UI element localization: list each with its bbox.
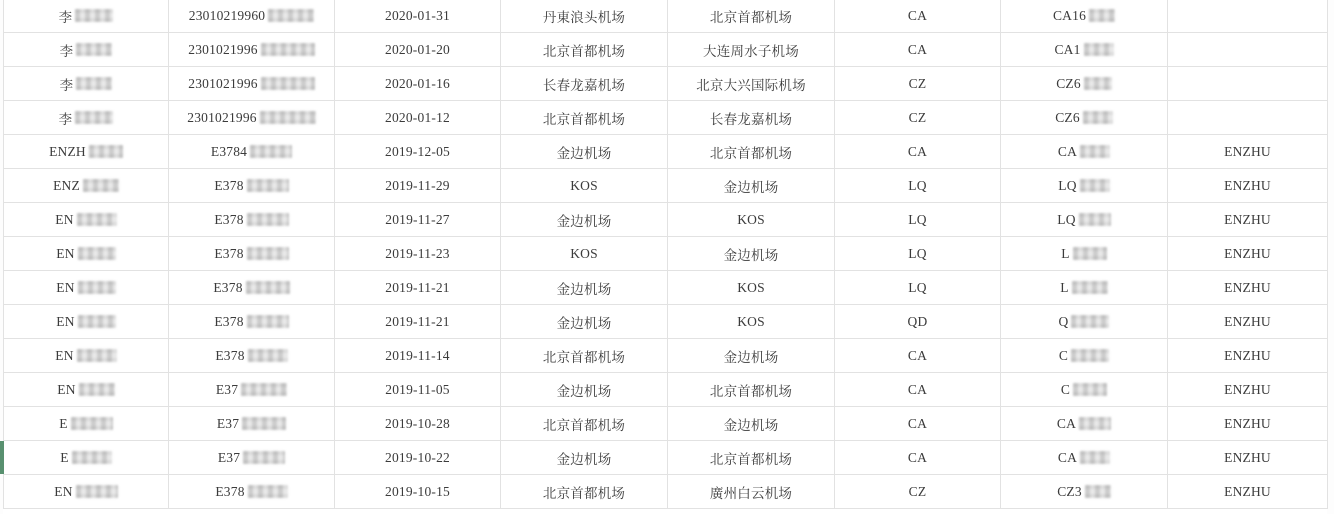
- redacted-blur-patch: [78, 281, 116, 294]
- cell-text: 金边机场: [556, 281, 612, 297]
- cell-id-no[interactable]: [169, 0, 335, 32]
- redacted-blur-patch: [248, 485, 288, 498]
- cell-date[interactable]: [335, 373, 501, 406]
- cell-text: 大连周水子机场: [703, 43, 799, 59]
- cell-text: E37: [216, 415, 240, 431]
- row-indicator-bar: [0, 441, 4, 474]
- table-row: [4, 0, 1328, 33]
- cell-text: 北京首都机场: [542, 417, 626, 433]
- redacted-blur-patch: [1073, 247, 1107, 260]
- cell-text: E37: [215, 381, 239, 397]
- cell-carrier[interactable]: [835, 135, 1001, 168]
- redacted-blur-patch: [75, 111, 113, 124]
- cell-date[interactable]: [335, 169, 501, 202]
- redacted-blur-patch: [250, 145, 292, 158]
- cell-arrival[interactable]: [668, 203, 835, 236]
- redacted-blur-patch: [78, 247, 116, 260]
- cell-arrival[interactable]: [668, 271, 835, 304]
- cell-text: 李: [59, 77, 74, 93]
- redacted-blur-patch: [247, 179, 289, 192]
- cell-text: ENZHU: [1224, 279, 1271, 295]
- cell-flight-no[interactable]: [1001, 0, 1168, 32]
- cell-date[interactable]: [335, 135, 501, 168]
- redacted-blur-patch: [1083, 111, 1113, 124]
- cell-text: 2019-11-27: [385, 211, 450, 227]
- table-row: [4, 33, 1328, 67]
- cell-date[interactable]: [335, 101, 501, 134]
- cell-date[interactable]: [335, 475, 501, 508]
- cell-text: CZ6: [1056, 75, 1081, 91]
- cell-text: E3784: [210, 143, 248, 159]
- cell-text: 北京首都机场: [542, 349, 626, 365]
- cell-text: 2019-12-05: [385, 143, 450, 159]
- cell-text: 李: [59, 43, 74, 59]
- cell-text: CA16: [1052, 7, 1087, 23]
- cell-text: CA1: [1054, 41, 1081, 57]
- cell-text: EN: [54, 483, 73, 499]
- cell-carrier[interactable]: [835, 271, 1001, 304]
- cell-flight-no[interactable]: [1001, 475, 1168, 508]
- cell-date[interactable]: [335, 237, 501, 270]
- cell-departure[interactable]: [501, 67, 668, 100]
- cell-arrival[interactable]: [668, 67, 835, 100]
- cell-id-no[interactable]: [169, 475, 335, 508]
- redacted-blur-patch: [247, 213, 289, 226]
- cell-name[interactable]: [4, 339, 169, 372]
- table-row: [4, 203, 1328, 237]
- cell-text: 金边机场: [723, 417, 779, 433]
- cell-text: CZ: [908, 75, 927, 91]
- redacted-blur-patch: [1080, 179, 1110, 192]
- cell-text: KOS: [737, 211, 765, 227]
- table-row: [4, 169, 1328, 203]
- cell-tag[interactable]: [1168, 237, 1328, 270]
- cell-text: 金边机场: [556, 383, 612, 399]
- cell-text: 李: [58, 111, 73, 127]
- cell-text: ENZHU: [1224, 177, 1271, 193]
- cell-text: 2019-11-21: [385, 279, 450, 295]
- cell-arrival[interactable]: [668, 305, 835, 338]
- cell-name[interactable]: [4, 33, 169, 66]
- table-row: [4, 475, 1328, 509]
- cell-text: ENZH: [49, 143, 86, 159]
- redacted-blur-patch: [261, 77, 315, 90]
- cell-text: E: [59, 415, 68, 431]
- cell-text: EN: [55, 347, 74, 363]
- cell-departure[interactable]: [501, 339, 668, 372]
- cell-flight-no[interactable]: [1001, 33, 1168, 66]
- cell-date[interactable]: [335, 305, 501, 338]
- cell-text: 金边机场: [723, 179, 779, 195]
- cell-flight-no[interactable]: [1001, 101, 1168, 134]
- cell-arrival[interactable]: [668, 441, 835, 474]
- cell-carrier[interactable]: [835, 203, 1001, 236]
- cell-flight-no[interactable]: [1001, 271, 1168, 304]
- cell-id-no[interactable]: [169, 271, 335, 304]
- cell-text: ENZHU: [1224, 211, 1271, 227]
- cell-text: KOS: [737, 279, 765, 295]
- cell-tag[interactable]: [1168, 33, 1328, 66]
- cell-text: KOS: [570, 245, 598, 261]
- cell-carrier[interactable]: [835, 101, 1001, 134]
- cell-id-no[interactable]: [169, 169, 335, 202]
- cell-tag[interactable]: [1168, 305, 1328, 338]
- cell-arrival[interactable]: [668, 135, 835, 168]
- cell-text: 2019-11-29: [385, 177, 450, 193]
- table-row: [4, 101, 1328, 135]
- cell-carrier[interactable]: [835, 33, 1001, 66]
- cell-name[interactable]: [4, 475, 169, 508]
- cell-date[interactable]: [335, 0, 501, 32]
- redacted-blur-patch: [1071, 315, 1109, 328]
- cell-text: LQ: [908, 279, 927, 295]
- cell-text: 北京首都机场: [709, 145, 793, 161]
- cell-text: CA: [907, 415, 928, 431]
- cell-departure[interactable]: [501, 101, 668, 134]
- cell-tag[interactable]: [1168, 373, 1328, 406]
- cell-text: L: [1060, 279, 1069, 295]
- redacted-blur-patch: [79, 383, 115, 396]
- cell-flight-no[interactable]: [1001, 135, 1168, 168]
- cell-arrival[interactable]: [668, 407, 835, 440]
- redacted-blur-patch: [248, 349, 288, 362]
- cell-text: ENZHU: [1224, 483, 1271, 499]
- redacted-blur-patch: [75, 9, 113, 22]
- cell-tag[interactable]: [1168, 475, 1328, 508]
- cell-flight-no[interactable]: [1001, 203, 1168, 236]
- cell-tag[interactable]: [1168, 441, 1328, 474]
- redacted-blur-patch: [76, 485, 118, 498]
- cell-id-no[interactable]: [169, 203, 335, 236]
- cell-id-no[interactable]: [169, 373, 335, 406]
- cell-text: 金边机场: [556, 213, 612, 229]
- cell-text: KOS: [737, 313, 765, 329]
- cell-id-no[interactable]: [169, 305, 335, 338]
- cell-arrival[interactable]: [668, 33, 835, 66]
- cell-text: 北京大兴国际机场: [696, 77, 806, 93]
- cell-text: CA: [1056, 415, 1077, 431]
- cell-text: CA: [907, 449, 928, 465]
- redacted-blur-patch: [260, 111, 316, 124]
- cell-text: ENZHU: [1224, 415, 1271, 431]
- cell-flight-no[interactable]: [1001, 441, 1168, 474]
- cell-carrier[interactable]: [835, 169, 1001, 202]
- cell-id-no[interactable]: [169, 33, 335, 66]
- redacted-blur-patch: [247, 247, 289, 260]
- cell-text: KOS: [570, 177, 598, 193]
- table-row: [4, 135, 1328, 169]
- cell-departure[interactable]: [501, 33, 668, 66]
- cell-text: 2019-10-28: [385, 415, 450, 431]
- cell-id-no[interactable]: [169, 135, 335, 168]
- cell-text: CZ: [908, 109, 927, 125]
- cell-departure[interactable]: [501, 407, 668, 440]
- redacted-blur-patch: [1073, 383, 1107, 396]
- table-row: [4, 373, 1328, 407]
- cell-text: ENZ: [53, 177, 80, 193]
- cell-flight-no[interactable]: [1001, 67, 1168, 100]
- cell-flight-no[interactable]: [1001, 305, 1168, 338]
- cell-arrival[interactable]: [668, 101, 835, 134]
- cell-departure[interactable]: [501, 475, 668, 508]
- redacted-blur-patch: [1079, 213, 1111, 226]
- redacted-blur-patch: [78, 315, 116, 328]
- cell-tag[interactable]: [1168, 203, 1328, 236]
- table-row: [4, 237, 1328, 271]
- cell-text: E378: [214, 245, 244, 261]
- cell-name[interactable]: [4, 169, 169, 202]
- cell-text: 北京首都机场: [542, 43, 626, 59]
- cell-arrival[interactable]: [668, 169, 835, 202]
- cell-text: 金边机场: [723, 247, 779, 263]
- cell-text: EN: [56, 245, 75, 261]
- cell-name[interactable]: [4, 101, 169, 134]
- redacted-blur-patch: [89, 145, 123, 158]
- cell-text: ENZHU: [1224, 381, 1271, 397]
- cell-text: 2019-10-15: [385, 483, 450, 499]
- cell-departure[interactable]: [501, 135, 668, 168]
- cell-text: LQ: [908, 177, 927, 193]
- cell-text: E37: [217, 449, 241, 465]
- redacted-blur-patch: [77, 213, 117, 226]
- cell-id-no[interactable]: [169, 237, 335, 270]
- cell-text: CA: [907, 347, 928, 363]
- cell-name[interactable]: [4, 203, 169, 236]
- cell-id-no[interactable]: [169, 339, 335, 372]
- cell-carrier[interactable]: [835, 441, 1001, 474]
- redacted-blur-patch: [246, 281, 290, 294]
- cell-tag[interactable]: [1168, 271, 1328, 304]
- redacted-blur-patch: [1071, 349, 1109, 362]
- cell-text: 金边机场: [556, 145, 612, 161]
- cell-text: C: [1058, 347, 1069, 363]
- table-row: [4, 271, 1328, 305]
- cell-text: 2020-01-12: [385, 109, 450, 125]
- cell-id-no[interactable]: [169, 407, 335, 440]
- cell-date[interactable]: [335, 339, 501, 372]
- cell-text: 李: [58, 9, 73, 25]
- cell-text: LQ: [908, 245, 927, 261]
- cell-text: ENZHU: [1224, 347, 1271, 363]
- cell-departure[interactable]: [501, 203, 668, 236]
- flight-records-table: [3, 0, 1328, 509]
- cell-text: E378: [214, 177, 244, 193]
- cell-date[interactable]: [335, 67, 501, 100]
- cell-text: QD: [907, 313, 928, 329]
- cell-text: CA: [1057, 449, 1078, 465]
- cell-text: Q: [1058, 313, 1069, 329]
- cell-flight-no[interactable]: [1001, 339, 1168, 372]
- cell-flight-no[interactable]: [1001, 407, 1168, 440]
- redacted-blur-patch: [243, 451, 285, 464]
- cell-text: EN: [56, 279, 75, 295]
- cell-text: E378: [214, 211, 244, 227]
- cell-text: ENZHU: [1224, 143, 1271, 159]
- cell-arrival[interactable]: [668, 0, 835, 32]
- cell-text: EN: [56, 313, 75, 329]
- cell-carrier[interactable]: [835, 305, 1001, 338]
- table-row: [4, 339, 1328, 373]
- cell-text: 金边机场: [556, 315, 612, 331]
- cell-id-no[interactable]: [169, 67, 335, 100]
- cell-text: 金边机场: [556, 451, 612, 467]
- table-row: [4, 441, 1328, 475]
- cell-name[interactable]: [4, 67, 169, 100]
- cell-text: CA: [907, 143, 928, 159]
- cell-text: 2301021996: [188, 41, 258, 57]
- redacted-blur-patch: [1089, 9, 1115, 22]
- table-row: [4, 67, 1328, 101]
- redacted-blur-patch: [247, 315, 289, 328]
- cell-text: LQ: [1057, 211, 1076, 227]
- cell-text: 丹東浪头机场: [542, 9, 626, 25]
- table-row: [4, 305, 1328, 339]
- cell-tag[interactable]: [1168, 0, 1328, 32]
- cell-text: E378: [214, 313, 244, 329]
- cell-departure[interactable]: [501, 305, 668, 338]
- cell-text: 金边机场: [723, 349, 779, 365]
- cell-text: 2301021996: [188, 75, 258, 91]
- cell-flight-no[interactable]: [1001, 237, 1168, 270]
- cell-text: 北京首都机场: [709, 383, 793, 399]
- cell-text: L: [1061, 245, 1070, 261]
- redacted-blur-patch: [77, 349, 117, 362]
- cell-date[interactable]: [335, 441, 501, 474]
- cell-name[interactable]: [4, 407, 169, 440]
- redacted-blur-patch: [1085, 485, 1111, 498]
- cell-carrier[interactable]: [835, 0, 1001, 32]
- cell-tag[interactable]: [1168, 67, 1328, 100]
- cell-name[interactable]: [4, 305, 169, 338]
- cell-tag[interactable]: [1168, 101, 1328, 134]
- cell-departure[interactable]: [501, 271, 668, 304]
- cell-text: CA: [907, 7, 928, 23]
- cell-flight-no[interactable]: [1001, 169, 1168, 202]
- cell-date[interactable]: [335, 407, 501, 440]
- cell-text: CA: [1057, 143, 1078, 159]
- cell-text: EN: [57, 381, 76, 397]
- cell-carrier[interactable]: [835, 407, 1001, 440]
- cell-name[interactable]: [4, 0, 169, 32]
- cell-name[interactable]: [4, 271, 169, 304]
- cell-flight-no[interactable]: [1001, 373, 1168, 406]
- cell-text: 北京首都机场: [542, 485, 626, 501]
- cell-departure[interactable]: [501, 169, 668, 202]
- cell-text: 北京首都机场: [709, 9, 793, 25]
- redacted-blur-patch: [1079, 417, 1111, 430]
- redacted-blur-patch: [242, 417, 286, 430]
- cell-text: ENZHU: [1224, 449, 1271, 465]
- cell-text: 2019-11-14: [385, 347, 450, 363]
- cell-text: 长春龙嘉机场: [709, 111, 793, 127]
- cell-text: 2020-01-31: [385, 7, 450, 23]
- cell-date[interactable]: [335, 33, 501, 66]
- cell-text: CZ6: [1055, 109, 1080, 125]
- redacted-blur-patch: [1084, 43, 1114, 56]
- cell-tag[interactable]: [1168, 169, 1328, 202]
- redacted-blur-patch: [1084, 77, 1112, 90]
- cell-text: 2020-01-16: [385, 75, 450, 91]
- cell-text: LQ: [908, 211, 927, 227]
- cell-name[interactable]: [4, 441, 169, 474]
- cell-text: 2019-11-23: [385, 245, 450, 261]
- cell-text: ENZHU: [1224, 245, 1271, 261]
- cell-carrier[interactable]: [835, 339, 1001, 372]
- cell-date[interactable]: [335, 271, 501, 304]
- cell-tag[interactable]: [1168, 407, 1328, 440]
- cell-carrier[interactable]: [835, 237, 1001, 270]
- table-row: [4, 407, 1328, 441]
- cell-arrival[interactable]: [668, 339, 835, 372]
- cell-text: 2019-11-05: [385, 381, 450, 397]
- cell-text: E: [60, 449, 69, 465]
- cell-text: 2020-01-20: [385, 41, 450, 57]
- next-row-sliver: [3, 509, 1327, 514]
- cell-arrival[interactable]: [668, 237, 835, 270]
- cell-departure[interactable]: [501, 237, 668, 270]
- cell-text: CZ3: [1057, 483, 1082, 499]
- cell-name[interactable]: [4, 135, 169, 168]
- redacted-blur-patch: [241, 383, 287, 396]
- cell-carrier[interactable]: [835, 475, 1001, 508]
- cell-departure[interactable]: [501, 373, 668, 406]
- cell-name[interactable]: [4, 237, 169, 270]
- redacted-blur-patch: [76, 77, 112, 90]
- cell-text: 2019-10-22: [385, 449, 450, 465]
- cell-id-no[interactable]: [169, 441, 335, 474]
- cell-date[interactable]: [335, 203, 501, 236]
- redacted-blur-patch: [1080, 145, 1110, 158]
- cell-text: ENZHU: [1224, 313, 1271, 329]
- cell-departure[interactable]: [501, 0, 668, 32]
- redacted-blur-patch: [72, 451, 112, 464]
- cell-carrier[interactable]: [835, 373, 1001, 406]
- cell-departure[interactable]: [501, 441, 668, 474]
- redacted-blur-patch: [261, 43, 315, 56]
- cell-text: CA: [907, 381, 928, 397]
- cell-arrival[interactable]: [668, 373, 835, 406]
- cell-text: 2301021996: [187, 109, 257, 125]
- cell-text: CA: [907, 41, 928, 57]
- cell-text: EN: [55, 211, 74, 227]
- cell-text: 北京首都机场: [709, 451, 793, 467]
- cell-tag[interactable]: [1168, 339, 1328, 372]
- cell-text: E378: [215, 483, 245, 499]
- cell-text: CZ: [908, 483, 927, 499]
- cell-text: E378: [215, 347, 245, 363]
- cell-tag[interactable]: [1168, 135, 1328, 168]
- redacted-blur-patch: [76, 43, 112, 56]
- cell-text: 长春龙嘉机场: [542, 77, 626, 93]
- cell-text: 2019-11-21: [385, 313, 450, 329]
- cell-text: E378: [213, 279, 243, 295]
- cell-text: 廣州白云机场: [709, 485, 793, 501]
- cell-text: 23010219960: [188, 7, 266, 23]
- cell-name[interactable]: [4, 373, 169, 406]
- redacted-blur-patch: [71, 417, 113, 430]
- cell-text: LQ: [1058, 177, 1077, 193]
- redacted-blur-patch: [1080, 451, 1110, 464]
- cell-text: 北京首都机场: [542, 111, 626, 127]
- redacted-blur-patch: [268, 9, 314, 22]
- cell-text: C: [1060, 381, 1071, 397]
- cell-id-no[interactable]: [169, 101, 335, 134]
- redacted-blur-patch: [83, 179, 119, 192]
- redacted-blur-patch: [1072, 281, 1108, 294]
- cell-carrier[interactable]: [835, 67, 1001, 100]
- cell-arrival[interactable]: [668, 475, 835, 508]
